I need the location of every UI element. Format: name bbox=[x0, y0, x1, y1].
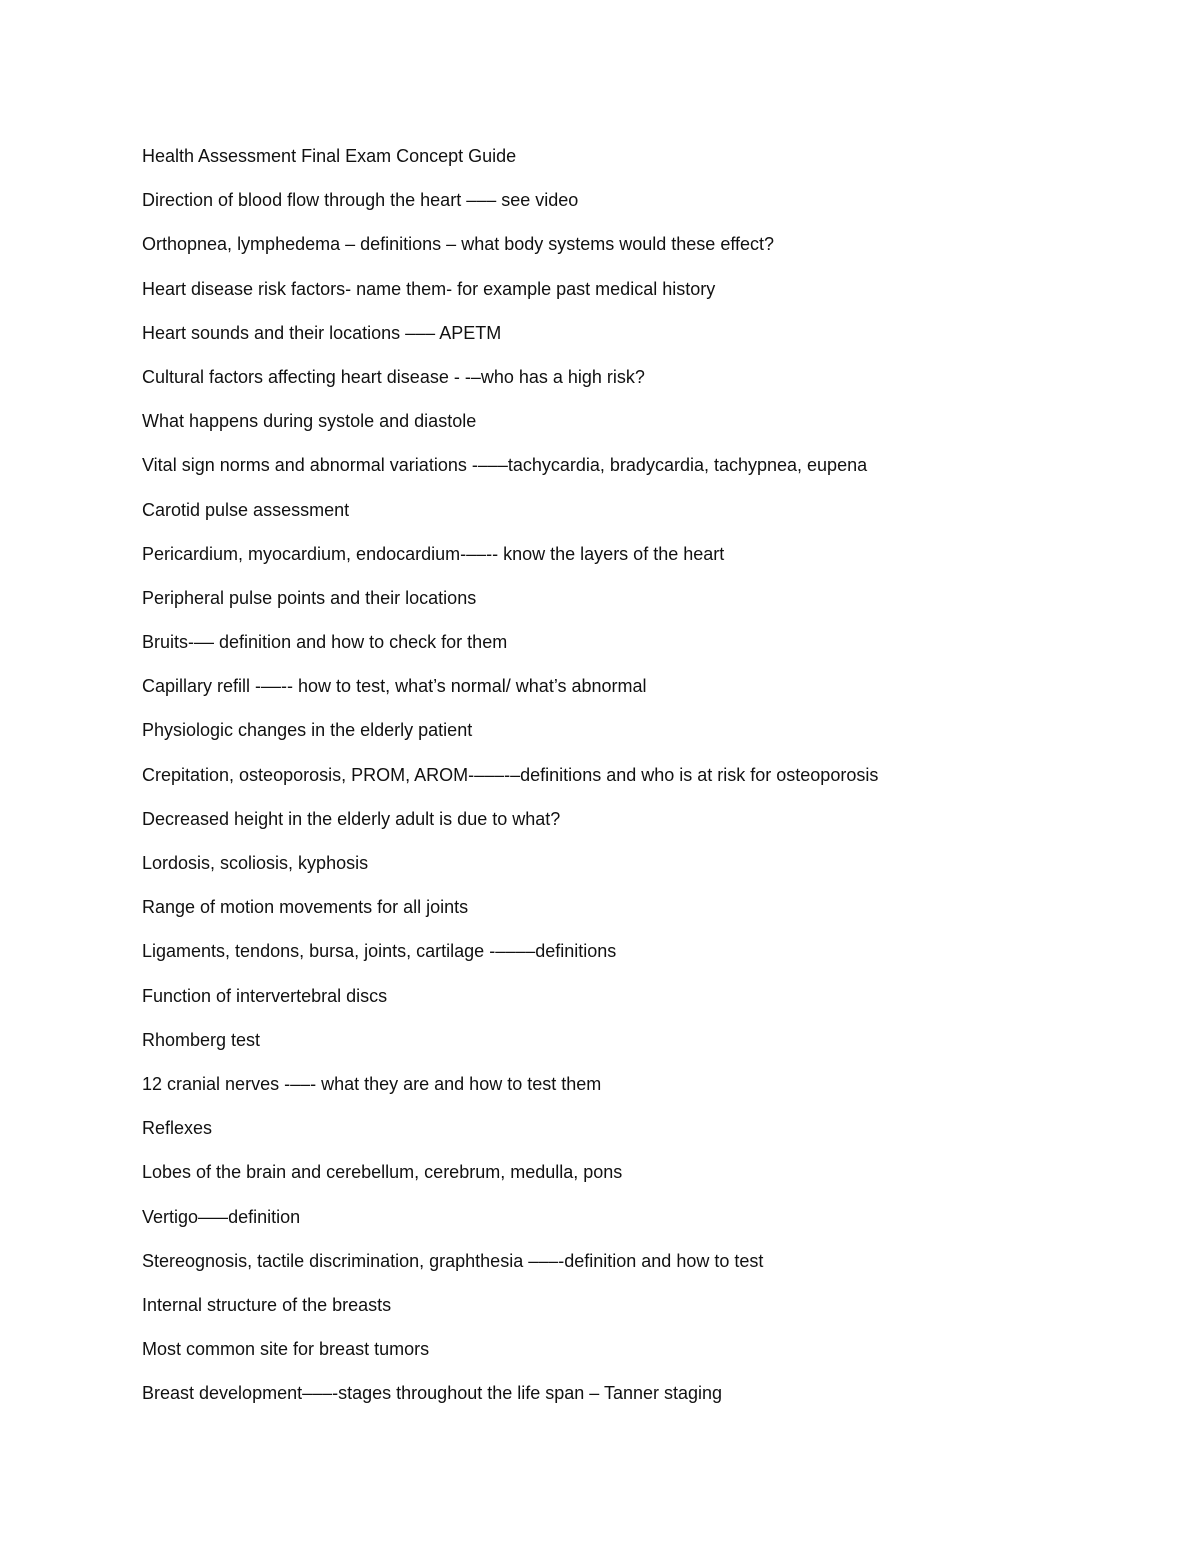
text-line: Peripheral pulse points and their locations bbox=[142, 587, 477, 608]
text-line: What happens during systole and diastole bbox=[142, 411, 477, 432]
text-line: Lordosis, scoliosis, kyphosis bbox=[142, 853, 369, 873]
text-line: Reflexes bbox=[142, 1118, 213, 1139]
text-line: Internal structure of the breasts bbox=[142, 1294, 392, 1315]
text-line: Pericardium, myocardium, endocardium-––-- know the layers of the heart bbox=[142, 543, 725, 564]
text-line: Function of intervertebral discs bbox=[142, 985, 388, 1006]
text-line: Lobes of the brain and cerebellum, cerebrum, medulla, pons bbox=[142, 1162, 623, 1183]
text-line: Direction of blood flow through the heart ––– see video bbox=[142, 190, 579, 211]
text-line: 12 cranial nerves -––- what they are and how to test them bbox=[142, 1073, 602, 1094]
text-line: Bruits-–– definition and how to check for them bbox=[142, 632, 508, 653]
text-line: Physiologic changes in the elderly patient bbox=[142, 720, 473, 741]
text-line: Vital sign norms and abnormal variations -–––tachycardia, bradycardia, tachypnea, eupena bbox=[142, 455, 868, 476]
text-line: Vertigo–––definition bbox=[142, 1206, 301, 1227]
text-line: Carotid pulse assessment bbox=[142, 499, 350, 520]
text-line: Breast development–––-stages throughout the life span – Tanner staging bbox=[142, 1383, 723, 1404]
document-body bbox=[142, 143, 1142, 1424]
text-line: Range of motion movements for all joints bbox=[142, 897, 469, 918]
text-line: Heart disease risk factors- name them- for example past medical history bbox=[142, 278, 716, 299]
text-line: Most common site for breast tumors bbox=[142, 1339, 430, 1360]
text-line: Decreased height in the elderly adult is due to what? bbox=[142, 808, 561, 829]
text-line: Heart sounds and their locations ––– APETM bbox=[142, 322, 502, 343]
text-line: Rhomberg test bbox=[142, 1029, 261, 1050]
text-line: Crepitation, osteoporosis, PROM, AROM-–––-–definitions and who is at risk for osteoporosis bbox=[142, 764, 879, 785]
text-line: Orthopnea, lymphedema – definitions – what body systems would these effect? bbox=[142, 234, 775, 255]
text-line: Cultural factors affecting heart disease - -–who has a high risk? bbox=[142, 366, 645, 387]
document-title: Health Assessment Final Exam Concept Guide bbox=[142, 146, 517, 166]
text-line: Capillary refill -––-- how to test, what’s normal/ what’s abnormal bbox=[142, 676, 647, 697]
text-line: Ligaments, tendons, bursa, joints, cartilage -––––definitions bbox=[142, 941, 617, 962]
text-line: Stereognosis, tactile discrimination, graphthesia –––-definition and how to test bbox=[142, 1250, 764, 1271]
